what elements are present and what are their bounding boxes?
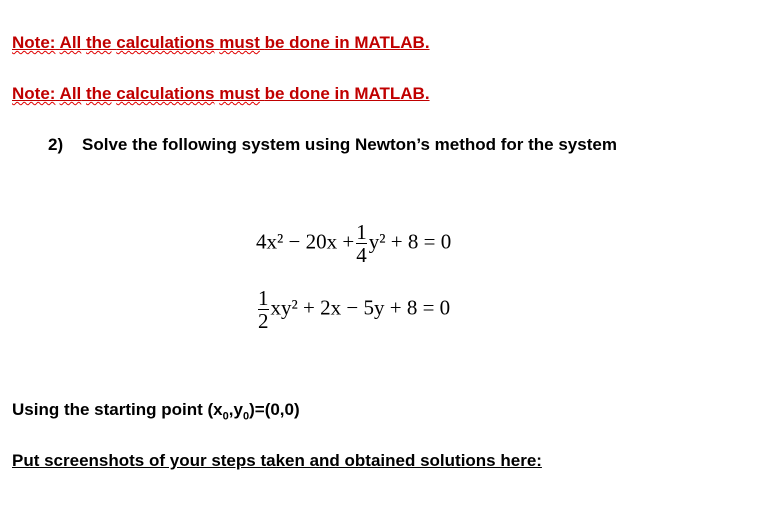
eq2-frac-den: 2: [258, 309, 269, 333]
instruction-line: Put screenshots of your steps taken and obtained solutions here:: [12, 451, 542, 470]
note-word-all: All: [59, 33, 82, 52]
note-word-must: must: [219, 84, 260, 103]
question-text: Solve the following system using Newton’s method for the system: [82, 135, 617, 154]
equation-2: [256, 287, 450, 332]
note-prefix: Note:: [12, 33, 56, 52]
starting-point-line: Using the starting point $(x_0,y_0)=(0,0)$: [12, 400, 300, 423]
y-subscript: 0: [242, 410, 250, 423]
note-suffix: be done in MATLAB.: [264, 33, 430, 52]
note-word-must: must: [219, 33, 260, 52]
note-line-1: [12, 33, 430, 53]
note-prefix: Note:: [12, 84, 56, 103]
note-line-2: [12, 84, 430, 104]
eq2-fraction: [258, 287, 269, 332]
eq1-right: y² + 8 = 0: [368, 229, 452, 254]
note-suffix: be done in MATLAB.: [264, 84, 430, 103]
eq1-left: 4x² − 20x +: [256, 229, 355, 254]
eq2-right: xy² + 2x − 5y + 8 = 0: [270, 295, 451, 320]
x-subscript: 0: [222, 410, 229, 423]
y-symbol: y: [233, 400, 243, 419]
starting-point-value: =(0,0): [254, 400, 300, 419]
note-word-the: the: [86, 33, 112, 52]
note-word-all: All: [59, 84, 82, 103]
question-number: 2): [48, 135, 64, 154]
equation-1: [256, 221, 451, 266]
eq1-fraction: [356, 221, 367, 266]
eq1-frac-num: 1: [356, 220, 367, 244]
starting-point-label: Using the starting point: [12, 400, 203, 419]
note-word-the: the: [86, 84, 112, 103]
note-word-calculations: calculations: [116, 84, 215, 103]
eq2-frac-num: 1: [258, 286, 269, 310]
x-symbol: x: [213, 400, 223, 419]
note-word-calculations: calculations: [116, 33, 215, 52]
eq1-frac-den: 4: [356, 243, 367, 267]
question-line: [48, 135, 617, 155]
